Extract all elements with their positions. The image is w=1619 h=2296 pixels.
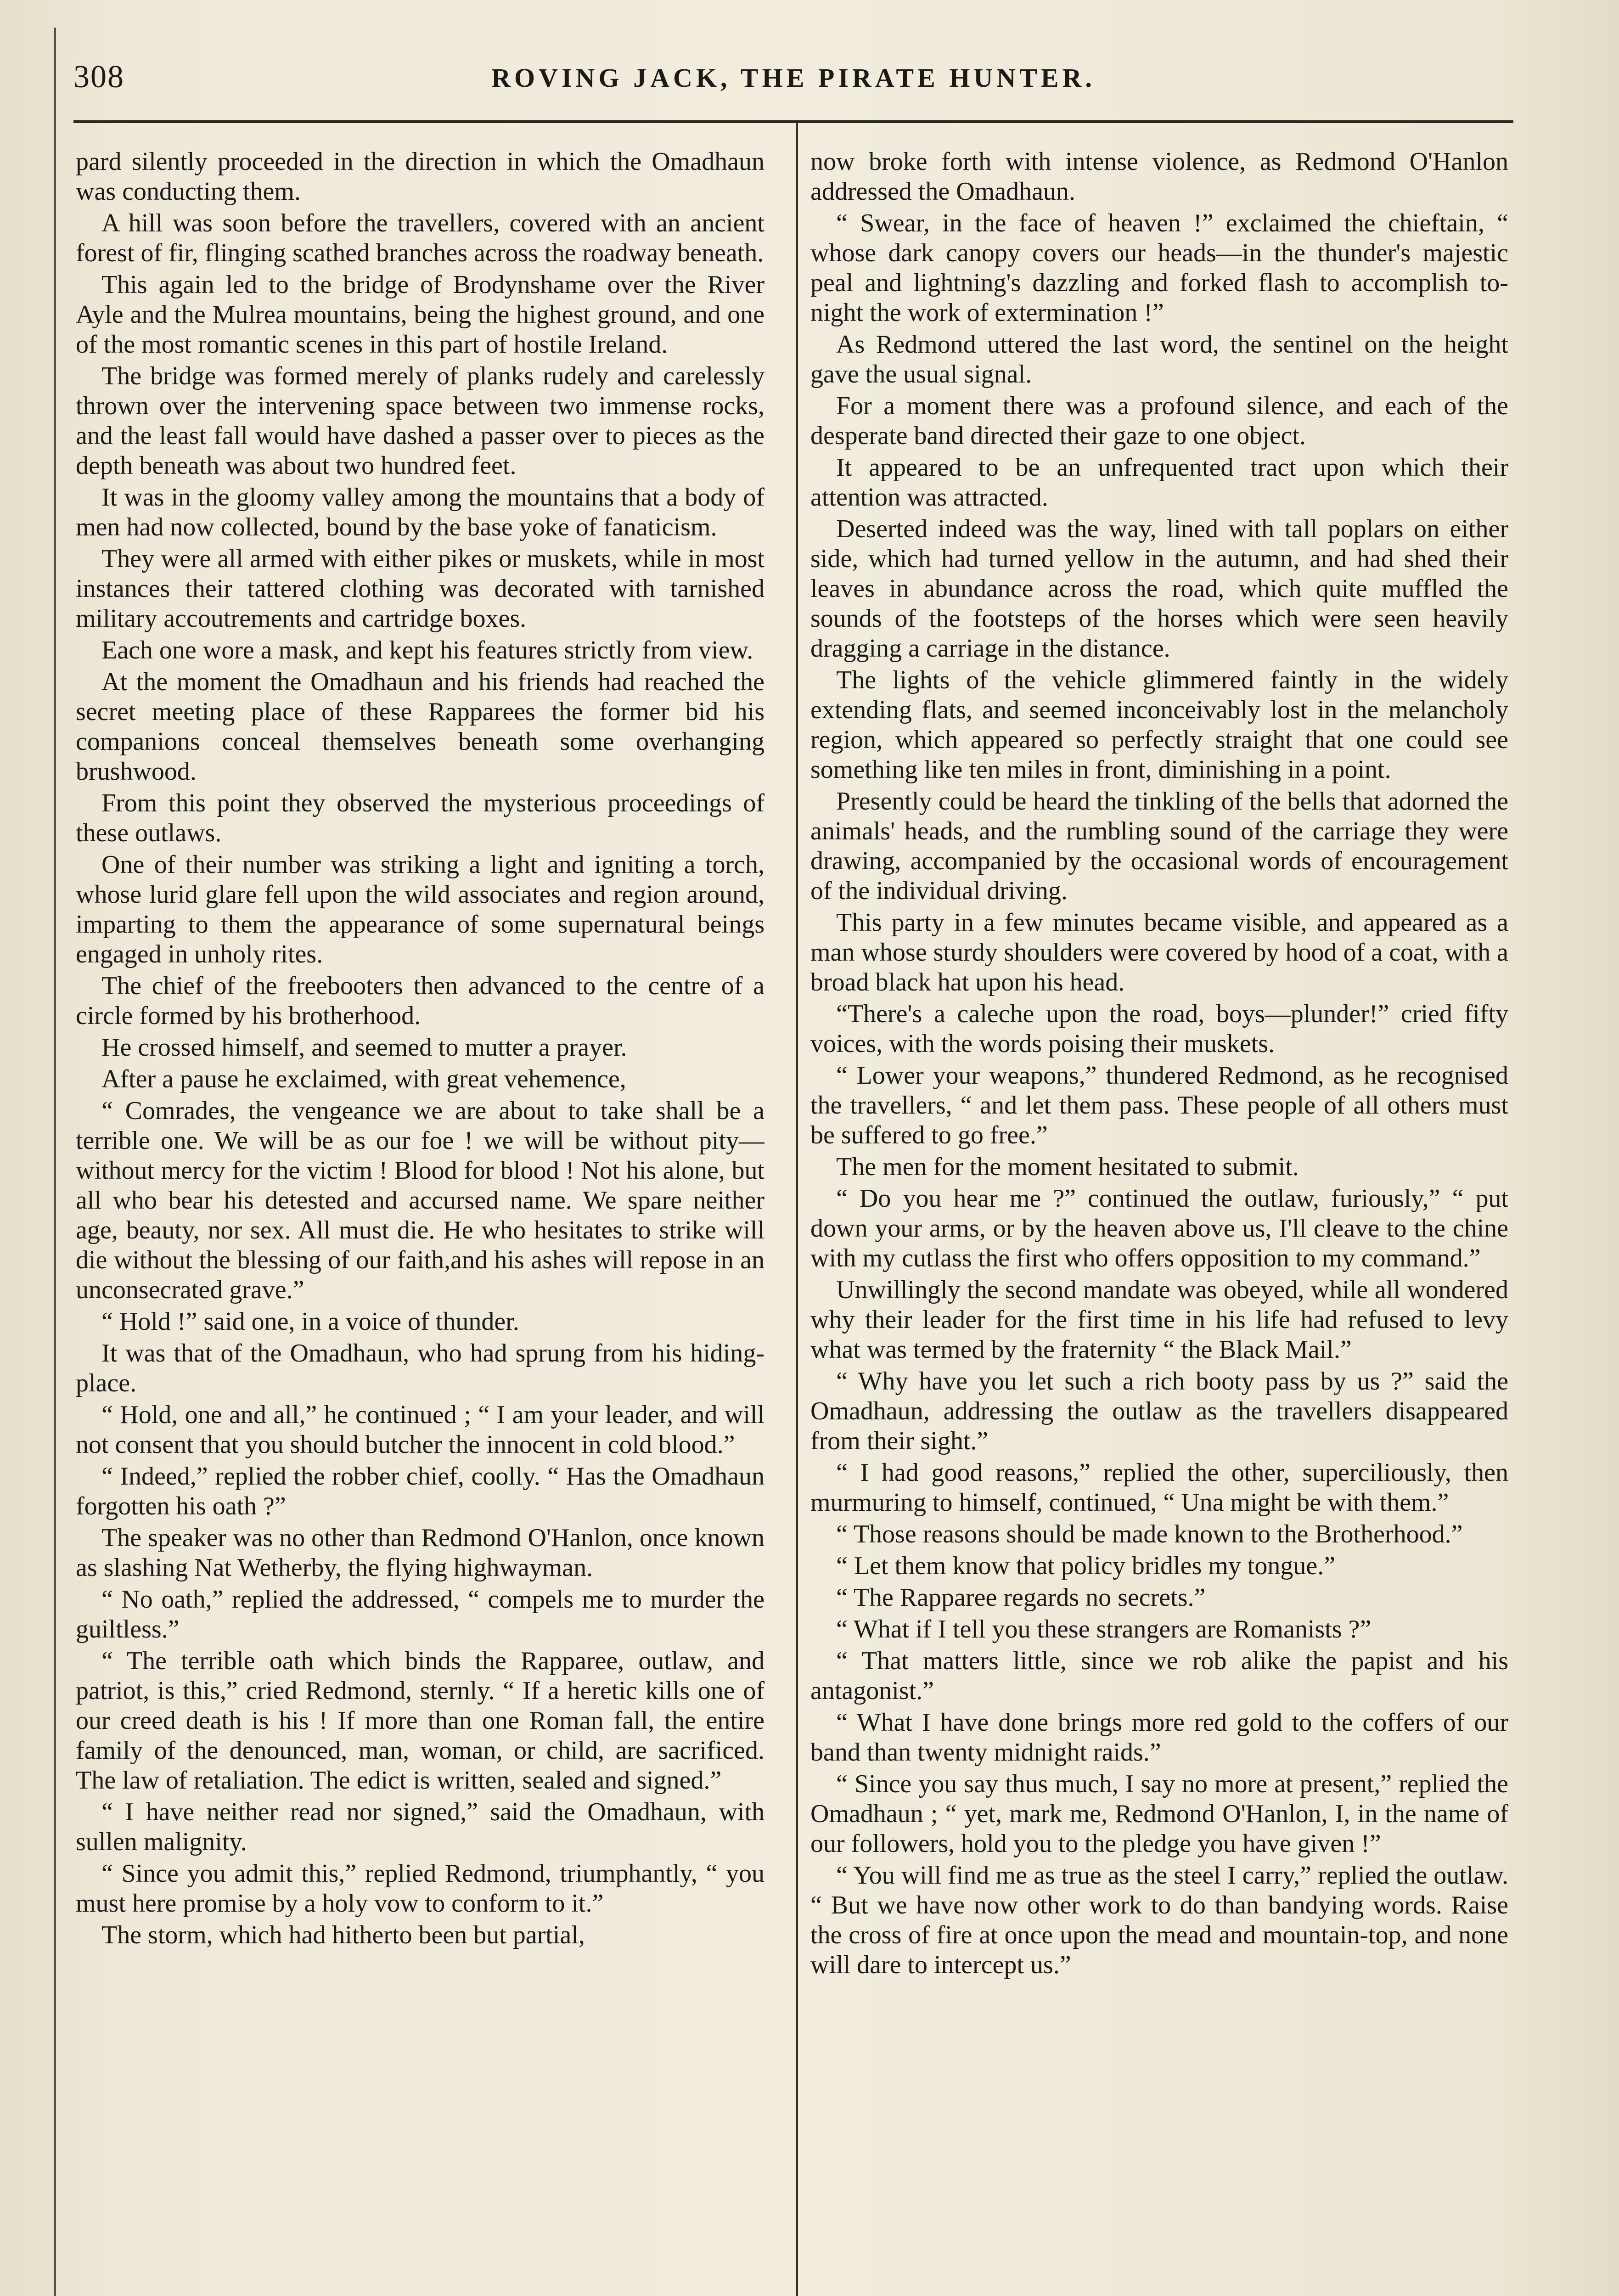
paragraph: “ Indeed,” replied the robber chief, coolly. “ Has the Omadhaun forgotten his oath ?” [76,1462,765,1520]
paragraph: “ Hold !” said one, in a voice of thunder. [101,1307,519,1336]
paragraph: From this point they observed the mysterious proceedings of these outlaws. [76,789,765,847]
paragraph: It was in the gloomy valley among the mountains that a body of men had now collected, bound by the base yoke of fanaticism. [76,483,765,541]
paragraph: “ That matters little, since we rob alike the papist and his antagonist.” [810,1647,1508,1705]
left-border-line [54,28,56,2296]
paragraph: “ The Rapparee regards no secrets.” [836,1583,1206,1612]
paragraph: This party in a few minutes became visible, and appeared as a man whose sturdy shoulders were covered by hood of a coat, with a broad black hat upon his head. [810,908,1508,996]
paragraph: Deserted indeed was the way, lined with tall poplars on either side, which had turned yellow in the autumn, and had shed their leaves in abundance across the road, which quite muffled the sounds of the footsteps of the horses which were seen heavily dragging a carriage in the distance. [810,515,1508,663]
paragraph: The lights of the vehicle glimmered faintly in the widely extending flats, and seemed inconceivably lost in the melancholy region, which appeared so perfectly straight that one could see something like ten miles in front, diminishing in a point. [810,666,1508,784]
paragraph: The storm, which had hitherto been but partial, [101,1921,585,1949]
paragraph: “ Hold, one and all,” he continued ; “ I am your leader, and will not consent that you should butcher the innocent in cold blood.” [76,1401,765,1459]
column-divider [796,123,798,2296]
paragraph: now broke forth with intense violence, as Redmond O'Hanlon addressed the Omadhaun. [810,147,1508,206]
paragraph: The speaker was no other than Redmond O'Hanlon, once known as slashing Nat Wetherby, the flying highwayman. [76,1524,765,1582]
paragraph: “ Since you say thus much, I say no more at present,” replied the Omadhaun ; “ yet, mark me, Redmond O'Hanlon, I, in the name of our followers, hold you to the pledge you have given !” [810,1770,1508,1858]
paragraph: “ I have neither read nor signed,” said the Omadhaun, with sullen malignity. [76,1798,765,1856]
paragraph: “ What I have done brings more red gold to the coffers of our band than twenty midnight raids.” [810,1708,1508,1767]
paragraph: It was that of the Omadhaun, who had sprung from his hiding-place. [76,1339,765,1397]
paragraph: “ You will find me as true as the steel I carry,” replied the outlaw. “ But we have now other work to do than bandying words. Raise the cross of fire at once upon the mead and mountain-top, and none will dare to intercept us.” [810,1861,1508,1979]
left-column [76,147,765,2296]
paragraph: “ I had good reasons,” replied the other, superciliously, then murmuring to himself, continued, “ Una might be with them.” [810,1458,1508,1517]
paragraph: “ No oath,” replied the addressed, “ compels me to murder the guiltless.” [76,1585,765,1643]
paragraph: “There's a caleche upon the road, boys—plunder!” cried fifty voices, with the words poising their muskets. [810,1000,1508,1058]
paragraph: “ The terrible oath which binds the Rapparee, outlaw, and patriot, is this,” cried Redmond, sternly. “ If a heretic kills one of our creed death is his ! If more than one Roman fall, the entire family of the denounced, man, woman, or child, are sacrificed. The law of retaliation. The edict is written, sealed and signed.” [76,1647,765,1795]
page-number: 308 [73,59,124,95]
paragraph: For a moment there was a profound silence, and each of the desperate band directed their gaze to one object. [810,392,1508,450]
paragraph: He crossed himself, and seemed to mutter a prayer. [101,1033,627,1062]
paragraph: The bridge was formed merely of planks rudely and carelessly thrown over the intervening space between two immense rocks, and the least fall would have dashed a passer over to pieces as the depth beneath was about two hundred feet. [76,362,765,480]
paragraph: “ Swear, in the face of heaven !” exclaimed the chieftain, “ whose dark canopy covers our heads—in the thunder's majestic peal and lightning's dazzling and forked flash to accomplish to-night the work of extermination !” [810,209,1508,327]
paragraph: “ Comrades, the vengeance we are about to take shall be a terrible one. We will be as our foe ! we will be without pity—without mercy for the victim ! Blood for blood ! Not his alone, but all who bear his detested and accursed name. We spare neither age, beauty, nor sex. All must die. He who hesitates to strike will die without the blessing of our faith,and his ashes will repose in an unconsecrated grave.” [76,1097,765,1304]
running-title: ROVING JACK, THE PIRATE HUNTER. [491,63,1096,93]
paragraph: “ Why have you let such a rich booty pass by us ?” said the Omadhaun, addressing the outlaw as the travellers disappeared from their sight.” [810,1367,1508,1455]
paragraph: pard silently proceeded in the direction in which the Omadhaun was conducting them. [76,147,765,206]
paragraph: Presently could be heard the tinkling of the bells that adorned the animals' heads, and the rumbling sound of the carriage they were drawing, accompanied by the occasional words of encouragement of the individual driving. [810,787,1508,905]
paragraph: A hill was soon before the travellers, covered with an ancient forest of fir, flinging scathed branches across the roadway beneath. [76,209,765,267]
paragraph: This again led to the bridge of Brodynshame over the River Ayle and the Mulrea mountains, being the highest ground, and one of the most romantic scenes in this part of hostile Ireland. [76,270,765,359]
paragraph: After a pause he exclaimed, with great vehemence, [101,1065,626,1093]
paragraph: Unwillingly the second mandate was obeyed, while all wondered why their leader for the first time in his life had refused to levy what was termed by the fraternity “ the Black Mail.” [810,1276,1508,1364]
paragraph: At the moment the Omadhaun and his friends had reached the secret meeting place of these Rapparees the former bid his companions conceal themselves beneath some overhanging brushwood. [76,668,765,786]
paragraph: “ Let them know that policy bridles my tongue.” [836,1552,1336,1580]
paragraph: “ Those reasons should be made known to the Brotherhood.” [836,1520,1463,1548]
paragraph: One of their number was striking a light and igniting a torch, whose lurid glare fell upon the wild associates and region around, imparting to them the appearance of some supernatural beings engaged in unholy rites. [76,850,765,968]
paragraph: “ What if I tell you these strangers are Romanists ?” [836,1615,1372,1643]
paragraph: “ Lower your weapons,” thundered Redmond, as he recognised the travellers, “ and let them pass. These people of all others must be suffered to go free.” [810,1061,1508,1149]
page-header [73,59,1513,114]
paragraph: “ Since you admit this,” replied Redmond, triumphantly, “ you must here promise by a holy vow to conform to it.” [76,1859,765,1918]
paragraph: The men for the moment hesitated to submit. [836,1153,1299,1181]
paragraph: “ Do you hear me ?” continued the outlaw, furiously,” “ put down your arms, or by the heaven above us, I'll cleave to the chine with my cutlass the first who offers opposition to my command.” [810,1184,1508,1272]
paragraph: They were all armed with either pikes or muskets, while in most instances their tattered clothing was decorated with tarnished military accoutrements and cartridge boxes. [76,545,765,633]
header-rule [73,120,1513,123]
paragraph: The chief of the freebooters then advanced to the centre of a circle formed by his brotherhood. [76,972,765,1030]
paragraph: As Redmond uttered the last word, the sentinel on the height gave the usual signal. [810,330,1508,388]
paragraph: Each one wore a mask, and kept his features strictly from view. [101,636,753,664]
right-column [810,147,1508,2296]
paragraph: It appeared to be an unfrequented tract upon which their attention was attracted. [810,453,1508,512]
